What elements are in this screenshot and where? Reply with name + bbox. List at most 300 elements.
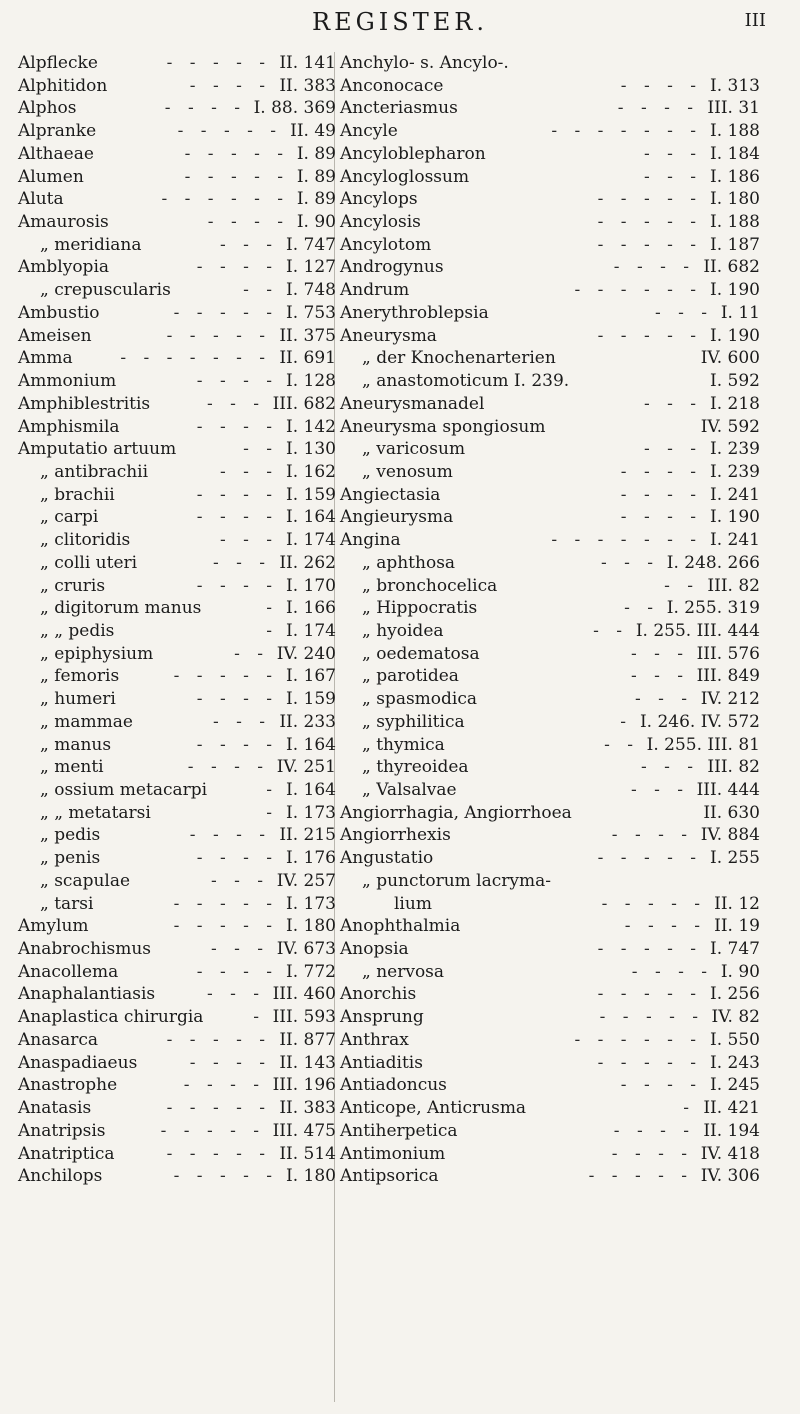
entry-reference: I. 255. III. 81 xyxy=(646,734,760,755)
index-entry xyxy=(340,416,780,439)
entry-reference: II. 194 xyxy=(703,1120,760,1141)
entry-term: Alumen xyxy=(18,166,84,187)
entry-reference: II. 141 xyxy=(279,53,336,73)
entry-leader: - - - xyxy=(210,870,269,891)
entry-term: „ tarsi xyxy=(40,893,94,914)
entry-leader: - - - - xyxy=(189,1052,271,1073)
entry-term: „ digitorum manus xyxy=(40,598,202,619)
entry-term: Ancyle xyxy=(340,121,398,142)
index-entry xyxy=(340,711,780,734)
entry-reference: I. 190 xyxy=(710,325,760,346)
entry-reference: II. 630 xyxy=(703,802,760,823)
entry-reference: I. 130 xyxy=(286,439,336,460)
entry-term: Andrum xyxy=(340,280,410,301)
index-entry xyxy=(18,1120,348,1143)
entry-term: „ aphthosa xyxy=(362,552,456,573)
index-entry xyxy=(340,983,780,1006)
index-entry xyxy=(340,347,780,370)
entry-term: „ thymica xyxy=(362,734,445,755)
entry-reference: II. 215 xyxy=(279,825,336,846)
entry-leader: - - - xyxy=(219,530,278,551)
index-entry xyxy=(340,506,780,529)
index-entry xyxy=(18,961,348,984)
entry-reference: I. 188 xyxy=(710,121,760,142)
entry-reference: I. 256 xyxy=(710,984,760,1005)
index-entry xyxy=(18,52,348,75)
index-entry xyxy=(18,211,348,234)
entry-reference: I. 246. IV. 572 xyxy=(639,711,760,732)
entry-leader: - - - - xyxy=(620,1075,702,1096)
index-entry xyxy=(340,756,780,779)
index-entry xyxy=(340,665,780,688)
entry-reference: I. 167 xyxy=(286,666,336,687)
entry-leader: - - - xyxy=(219,234,278,255)
entry-reference: I. 180 xyxy=(710,189,760,210)
entry-leader: - - - - xyxy=(189,75,271,96)
entry-term: Ancyloglossum xyxy=(340,166,470,187)
index-entry xyxy=(18,75,348,98)
entry-leader: - - - - xyxy=(620,507,702,528)
entry-leader: - - - xyxy=(206,984,265,1005)
entry-reference: II. 262 xyxy=(279,552,336,573)
entry-reference: III. 82 xyxy=(707,757,760,778)
entry-term: Amphismila xyxy=(18,416,120,437)
entry-reference: I. 550 xyxy=(710,1029,760,1050)
entry-reference: III. 444 xyxy=(696,780,760,800)
entry-reference: IV. 240 xyxy=(276,643,336,664)
entry-reference: I. 170 xyxy=(286,575,336,596)
entry-term: „ menti xyxy=(40,757,104,778)
entry-reference: III. 576 xyxy=(696,643,760,664)
entry-reference: IV. 884 xyxy=(700,825,760,846)
index-entry xyxy=(340,1029,780,1052)
index-entry xyxy=(18,688,348,711)
entry-reference: II. 682 xyxy=(703,257,760,278)
index-entry xyxy=(18,575,348,598)
entry-reference: I. 174 xyxy=(286,530,336,551)
entry-leader: - - - - - - xyxy=(574,280,702,301)
index-entry xyxy=(18,325,348,348)
entry-term: „ der Knochenarterien xyxy=(362,348,556,369)
index-entry xyxy=(340,643,780,666)
entry-term: „ meridiana xyxy=(40,234,142,255)
index-entry xyxy=(340,211,780,234)
index-entry xyxy=(340,1143,780,1166)
entry-leader: - - - xyxy=(600,552,659,573)
right-column xyxy=(340,52,780,1188)
entry-term: Ancylops xyxy=(340,189,418,210)
entry-leader: - - - - xyxy=(187,757,269,778)
entry-term: Aluta xyxy=(18,189,64,210)
index-entry xyxy=(340,97,780,120)
index-entry xyxy=(18,166,348,189)
entry-term: Alphos xyxy=(18,98,77,119)
index-entry xyxy=(18,256,348,279)
index-entry xyxy=(340,915,780,938)
entry-term: Antiherpetica xyxy=(340,1120,458,1141)
entry-reference: I. 753 xyxy=(286,302,336,323)
entry-leader: - - - - xyxy=(613,1120,695,1141)
entry-reference: III. 31 xyxy=(707,98,760,119)
entry-reference: I. 176 xyxy=(286,848,336,869)
entry-term: „ punctorum lacryma- xyxy=(362,870,552,891)
entry-reference: II. 233 xyxy=(279,711,336,732)
entry-reference: I. 174 xyxy=(286,620,336,641)
index-entry xyxy=(18,552,348,575)
entry-term: Ambustio xyxy=(18,302,100,323)
entry-term: Amblyopia xyxy=(18,257,110,278)
entry-reference: II. 691 xyxy=(279,348,336,369)
entry-term: „ Valsalvae xyxy=(362,780,457,800)
entry-leader: - - - xyxy=(630,643,689,664)
entry-reference: III. 475 xyxy=(272,1120,336,1141)
entry-leader: - - - xyxy=(643,439,702,460)
index-entry xyxy=(18,665,348,688)
entry-term: „ venosum xyxy=(362,461,453,482)
index-entry xyxy=(340,938,780,961)
index-entry xyxy=(340,75,780,98)
entry-reference: I. 255 xyxy=(710,848,760,869)
entry-leader: - - - - - xyxy=(597,848,702,869)
entry-term: „ carpi xyxy=(40,507,99,528)
entry-leader: - - - - - xyxy=(597,189,702,210)
entry-term: Antiadoncus xyxy=(340,1075,447,1096)
entry-term: Anerythroblepsia xyxy=(340,302,489,323)
entry-term: „ Hippocratis xyxy=(362,598,478,619)
entry-reference: I. 164 xyxy=(286,780,336,800)
entry-term: „ scapulae xyxy=(40,870,131,891)
entry-term: Anchilops xyxy=(18,1166,103,1187)
entry-leader: - - - xyxy=(210,939,269,960)
entry-reference: I. 747 xyxy=(710,939,760,960)
entry-leader: - - - - - xyxy=(597,234,702,255)
index-entry xyxy=(340,438,780,461)
entry-term: Aneurysma xyxy=(340,325,437,346)
entry-reference: IV. 212 xyxy=(700,689,760,710)
index-entry xyxy=(18,370,348,393)
entry-leader: - - - - - xyxy=(597,1052,702,1073)
entry-reference: I. 184 xyxy=(710,143,760,164)
entry-reference: III. 196 xyxy=(272,1075,336,1096)
entry-reference: I. 162 xyxy=(286,461,336,482)
entry-reference: I. 592 xyxy=(710,371,760,392)
entry-leader: - - - - xyxy=(196,371,278,392)
entry-leader: - - - xyxy=(630,666,689,687)
entry-leader: - - - - - - - xyxy=(120,348,271,369)
index-entry xyxy=(18,416,348,439)
index-entry xyxy=(340,1165,780,1188)
entry-reference: II. 375 xyxy=(279,325,336,346)
index-entry xyxy=(340,370,780,393)
entry-term: „ anastomoticum I. 239. xyxy=(362,371,570,392)
entry-reference: I. 173 xyxy=(286,893,336,914)
entry-leader: - xyxy=(266,598,278,619)
entry-term: Amma xyxy=(18,348,73,369)
entry-reference: IV. 257 xyxy=(276,870,336,891)
entry-leader: - - - - - - - xyxy=(551,530,702,551)
entry-leader: - - - - xyxy=(620,461,702,482)
entry-reference: I. 241 xyxy=(710,484,760,505)
entry-leader: - - - - - xyxy=(166,325,271,346)
index-entry xyxy=(340,302,780,325)
entry-term: Anastrophe xyxy=(18,1075,118,1096)
entry-leader: - - - - xyxy=(196,257,278,278)
entry-leader: - - - - - xyxy=(166,1143,271,1164)
entry-leader: - - xyxy=(593,620,628,641)
entry-term: „ thyreoidea xyxy=(362,757,469,778)
entry-term: Anopsia xyxy=(340,939,409,960)
index-entry xyxy=(18,1052,348,1075)
entry-leader: - - - - xyxy=(196,416,278,437)
index-entry xyxy=(340,234,780,257)
entry-reference: II. 12 xyxy=(714,893,760,914)
entry-reference: I. 11 xyxy=(720,302,760,323)
entry-term: „ varicosum xyxy=(362,439,466,460)
entry-reference: I. 186 xyxy=(710,166,760,187)
entry-term: Antiaditis xyxy=(340,1052,423,1073)
entry-leader: - - - xyxy=(206,393,265,414)
entry-reference: II. 514 xyxy=(279,1143,336,1164)
entry-term: Antimonium xyxy=(340,1143,446,1164)
page-number: III xyxy=(744,10,766,31)
index-entry xyxy=(18,620,348,643)
entry-term: „ „ metatarsi xyxy=(40,802,151,823)
entry-reference: II. 421 xyxy=(703,1098,760,1119)
entry-reference: I. 90 xyxy=(296,212,336,233)
entry-term: Anatriptica xyxy=(18,1143,115,1164)
index-entry xyxy=(18,1006,348,1029)
entry-term: „ clitoridis xyxy=(40,530,131,551)
index-entry xyxy=(18,461,348,484)
entry-leader: - - - xyxy=(219,461,278,482)
entry-leader: - - - - - xyxy=(597,984,702,1005)
entry-term: Alphitidon xyxy=(18,75,108,96)
entry-leader: - - - - - xyxy=(599,1007,704,1028)
entry-reference: I. 88. 369 xyxy=(253,98,336,119)
entry-term: Anchylo- s. Ancylo-. xyxy=(340,53,509,73)
entry-reference: I. 166 xyxy=(286,598,336,619)
entry-leader: - - - xyxy=(630,780,689,800)
entry-leader: - - - - - xyxy=(177,121,282,142)
entry-leader: - - xyxy=(664,575,699,596)
entry-term: „ humeri xyxy=(40,689,116,710)
entry-reference: I. 243 xyxy=(710,1052,760,1073)
entry-term: „ brachii xyxy=(40,484,115,505)
page-title: REGISTER. xyxy=(312,8,488,36)
entry-leader: - - - - xyxy=(196,734,278,755)
entry-leader: - - - - - xyxy=(597,939,702,960)
entry-term: „ epiphysium xyxy=(40,643,154,664)
entry-reference: IV. 592 xyxy=(700,416,760,437)
entry-term: Alpflecke xyxy=(18,53,98,73)
entry-leader: - - - - - xyxy=(173,893,278,914)
index-entry xyxy=(18,915,348,938)
entry-reference: I. 190 xyxy=(710,507,760,528)
entry-reference: I. 128 xyxy=(286,371,336,392)
entry-reference: IV. 418 xyxy=(700,1143,760,1164)
index-entry xyxy=(18,1074,348,1097)
entry-reference: I. 173 xyxy=(286,802,336,823)
index-entry xyxy=(340,120,780,143)
entry-term: „ mammae xyxy=(40,711,133,732)
entry-term: Angina xyxy=(340,530,401,551)
index-entry xyxy=(340,256,780,279)
index-entry xyxy=(18,120,348,143)
index-entry xyxy=(18,97,348,120)
entry-reference: II. 877 xyxy=(279,1029,336,1050)
page-header xyxy=(0,6,800,46)
index-entry xyxy=(340,461,780,484)
index-entry xyxy=(340,870,780,893)
index-entry xyxy=(18,143,348,166)
entry-reference: IV. 600 xyxy=(700,348,760,369)
entry-leader: - - - - xyxy=(183,1075,265,1096)
entry-leader: - - - xyxy=(643,393,702,414)
index-entry xyxy=(340,166,780,189)
index-entry xyxy=(18,347,348,370)
entry-leader: - - - - xyxy=(624,916,706,937)
index-entry xyxy=(340,802,780,825)
entry-term: „ parotidea xyxy=(362,666,459,687)
entry-leader: - xyxy=(683,1098,695,1119)
entry-term: Angieurysma xyxy=(340,507,454,528)
index-entry xyxy=(340,847,780,870)
index-entry xyxy=(340,893,780,916)
entry-leader: - - - - xyxy=(196,848,278,869)
index-entry xyxy=(340,1052,780,1075)
entry-leader: - - - - xyxy=(617,98,699,119)
entry-leader: - - - - - xyxy=(173,302,278,323)
index-entry xyxy=(18,983,348,1006)
entry-leader: - - - xyxy=(643,166,702,187)
entry-leader: - - xyxy=(243,280,278,301)
entry-term: Aneurysma spongiosum xyxy=(340,416,546,437)
index-entry xyxy=(18,393,348,416)
entry-term: Angustatio xyxy=(340,848,434,869)
entry-term: lium xyxy=(394,893,432,914)
entry-reference: I. 255. III. 444 xyxy=(635,620,760,641)
index-entry xyxy=(340,393,780,416)
entry-term: Ammonium xyxy=(18,371,117,392)
entry-leader: - - - xyxy=(640,757,699,778)
entry-leader: - - - xyxy=(212,552,271,573)
entry-leader: - - - - - xyxy=(173,1166,278,1187)
entry-term: Alpranke xyxy=(18,121,97,142)
entry-leader: - - xyxy=(234,643,269,664)
index-entry xyxy=(18,484,348,507)
entry-term: Althaeae xyxy=(18,143,94,164)
entry-leader: - - - - xyxy=(613,257,695,278)
entry-leader: - - - - - xyxy=(601,893,706,914)
entry-leader: - - - - - xyxy=(184,143,289,164)
entry-term: „ oedematosa xyxy=(362,643,480,664)
entry-reference: I. 159 xyxy=(286,689,336,710)
entry-term: Angiorrhexis xyxy=(340,825,451,846)
entry-reference: I. 127 xyxy=(286,257,336,278)
entry-term: „ bronchocelica xyxy=(362,575,498,596)
entry-leader: - - - - - xyxy=(166,53,271,73)
entry-leader: - - - - - xyxy=(173,916,278,937)
entry-reference: I. 89 xyxy=(296,166,336,187)
entry-term: Antipsorica xyxy=(340,1166,439,1187)
entry-leader: - - - - - - xyxy=(161,189,289,210)
entry-term: „ „ pedis xyxy=(40,620,115,641)
entry-term: Amphiblestritis xyxy=(18,393,151,414)
entry-reference: I. 180 xyxy=(286,1166,336,1187)
entry-leader: - - - - - xyxy=(597,325,702,346)
entry-reference: III. 82 xyxy=(707,575,760,596)
entry-leader: - - - - xyxy=(196,689,278,710)
index-entry xyxy=(18,847,348,870)
entry-reference: I. 748 xyxy=(286,280,336,301)
index-entry xyxy=(18,938,348,961)
entry-leader: - - - xyxy=(643,143,702,164)
index-entry xyxy=(18,1165,348,1188)
entry-term: Ameisen xyxy=(18,325,92,346)
index-entry xyxy=(18,529,348,552)
entry-leader: - xyxy=(253,1007,265,1028)
entry-term: Anconocace xyxy=(340,75,444,96)
entry-leader: - - xyxy=(624,598,659,619)
entry-term: Angiorrhagia, Angiorrhoea xyxy=(340,802,572,823)
index-entry xyxy=(340,734,780,757)
index-entry xyxy=(18,234,348,257)
entry-term: Anophthalmia xyxy=(340,916,461,937)
entry-reference: III. 593 xyxy=(272,1007,336,1028)
index-entry xyxy=(18,1097,348,1120)
entry-leader: - - - - - xyxy=(166,1029,271,1050)
entry-term: Anaphalantiasis xyxy=(18,984,156,1005)
entry-leader: - - xyxy=(243,439,278,460)
entry-term: „ syphilitica xyxy=(362,711,465,732)
entry-reference: I. 89 xyxy=(296,189,336,210)
entry-reference: I. 245 xyxy=(710,1075,760,1096)
index-entry xyxy=(18,1029,348,1052)
entry-reference: I. 239 xyxy=(710,439,760,460)
index-entry xyxy=(340,1006,780,1029)
entry-term: „ crepuscularis xyxy=(40,280,171,301)
entry-leader: - - - - xyxy=(207,212,289,233)
index-entry xyxy=(18,279,348,302)
entry-leader: - xyxy=(620,711,632,732)
entry-leader: - xyxy=(266,780,278,800)
index-entry xyxy=(340,688,780,711)
index-entry xyxy=(18,711,348,734)
entry-term: Anasarca xyxy=(18,1029,99,1050)
entry-leader: - - - - xyxy=(620,75,702,96)
index-entry xyxy=(340,1097,780,1120)
entry-term: Angiectasia xyxy=(340,484,441,505)
entry-reference: IV. 251 xyxy=(276,757,336,778)
entry-term: „ colli uteri xyxy=(40,552,138,573)
index-entry xyxy=(340,961,780,984)
entry-reference: I. 164 xyxy=(286,507,336,528)
entry-leader: - - - - xyxy=(196,507,278,528)
entry-term: Ancylosis xyxy=(340,212,421,233)
index-entry xyxy=(340,552,780,575)
entry-reference: I. 313 xyxy=(710,75,760,96)
entry-reference: I. 239 xyxy=(710,461,760,482)
entry-reference: III. 460 xyxy=(272,984,336,1005)
entry-reference: I. 190 xyxy=(710,280,760,301)
entry-leader: - - - - - xyxy=(597,212,702,233)
entry-reference: I. 159 xyxy=(286,484,336,505)
entry-term: „ hyoidea xyxy=(362,620,444,641)
index-entry xyxy=(18,756,348,779)
entry-term: Anacollema xyxy=(18,961,119,982)
entry-term: „ nervosa xyxy=(362,961,445,982)
entry-term: Ancylotom xyxy=(340,234,432,255)
